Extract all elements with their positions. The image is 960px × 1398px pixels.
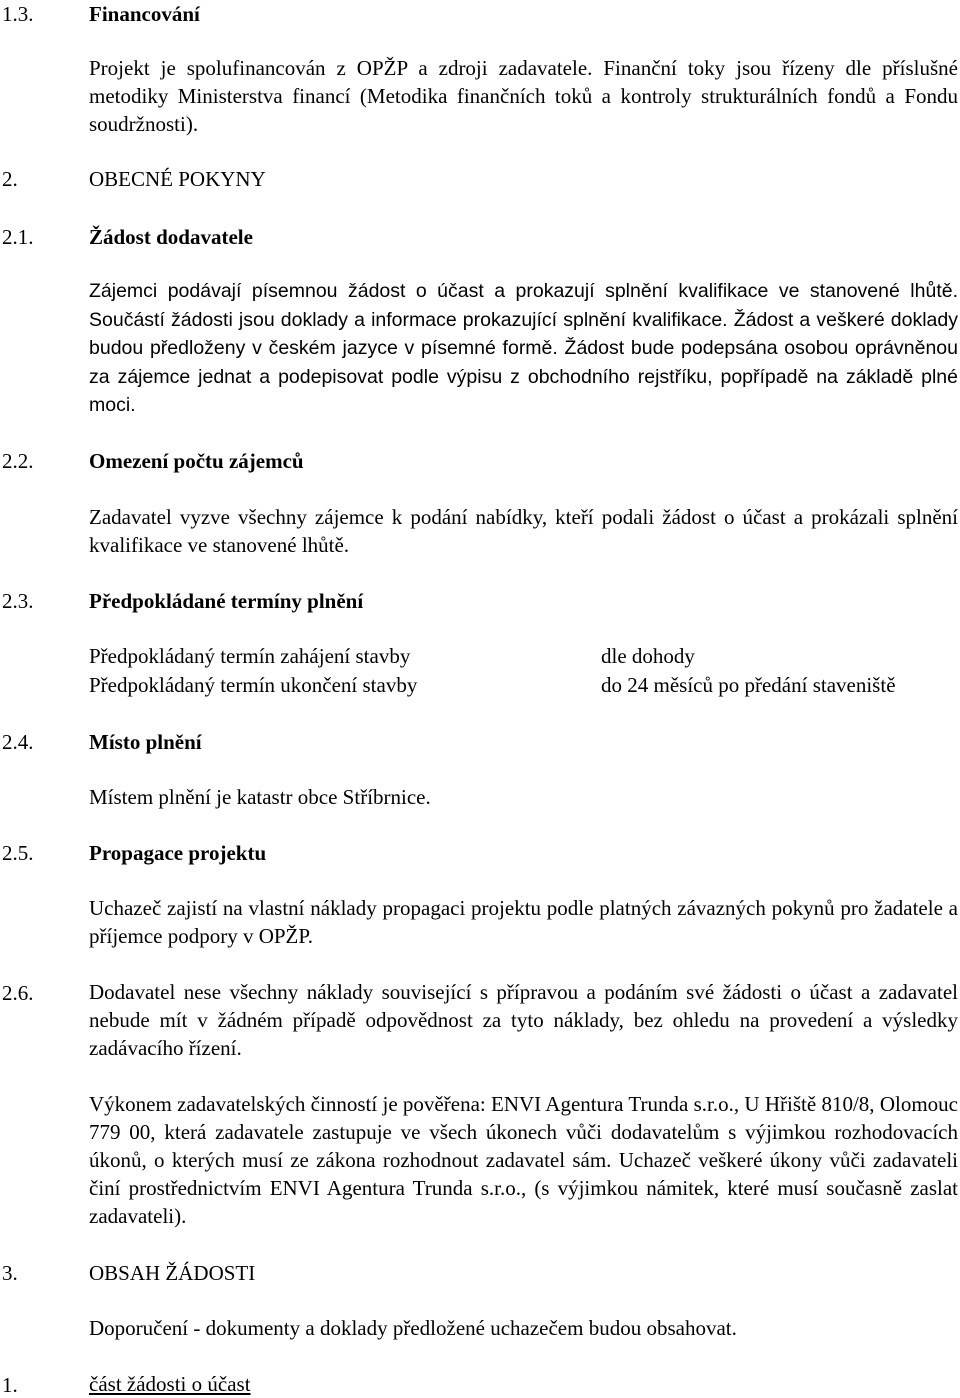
section-heading-propagace: Propagace projektu <box>89 841 267 865</box>
section-number: 1.3. <box>2 2 34 26</box>
section-number: 2.6. <box>2 981 34 1005</box>
section-number: 2.5. <box>2 841 34 865</box>
term-label-start: Předpokládaný termín zahájení stavby <box>89 644 411 668</box>
section-heading-obsah-zadosti: OBSAH ŽÁDOSTI <box>89 1261 256 1285</box>
list-item-cast-zadosti: část žádosti o účast <box>89 1372 251 1396</box>
paragraph-omezeni-poctu: Zadavatel vyzve všechny zájemce k podání nabídky, kteří podali žádost o účast a prokázali splnění kvalifikace ve stanovené lhůtě. <box>89 505 958 557</box>
section-number: 2.1. <box>2 225 34 249</box>
section-number: 3. <box>2 1261 18 1285</box>
paragraph-misto-plneni: Místem plnění je katastr obce Stříbrnice. <box>89 785 431 809</box>
term-label-end: Předpokládaný termín ukončení stavby <box>89 673 418 697</box>
section-heading-zadost-dodavatele: Žádost dodavatele <box>89 225 253 249</box>
paragraph-naklady: Dodavatel nese všechny náklady související s přípravou a podáním své žádosti o účast a zadavatel nebude mít v žádném případě odpovědnost za tyto náklady, bez ohledu na provedení a výsledky zadávacího řízení. <box>89 980 958 1060</box>
section-heading-obecne-pokyny: OBECNÉ POKYNY <box>89 167 266 191</box>
section-number: 2.2. <box>2 449 34 473</box>
section-heading-financovani: Financování <box>89 2 200 26</box>
paragraph-propagace: Uchazeč zajistí na vlastní náklady propagaci projektu podle platných závazných pokynů pro žadatele a příjemce podpory v OPŽP. <box>89 896 958 948</box>
section-number: 2. <box>2 167 18 191</box>
list-item-number: 1. <box>2 1373 18 1397</box>
section-heading-terminy-plneni: Předpokládané termíny plnění <box>89 589 364 613</box>
paragraph-zastoupeni: Výkonem zadavatelských činností je pověřena: ENVI Agentura Trunda s.r.o., U Hřiště 810/8, Olomouc 779 00, která zadavatele zastupuje ve všech úkonech vůči dodavatelům s výjimkou rozhodovacích úkonů, o kterých musí ze zákona rozhodnout zadavatel sám. Uchazeč veškeré úkony vůči zadavateli činí prostřednictvím ENVI Agentura Trunda s.r.o., (s výjimkou námitek, které musí současně zaslat zadavateli). <box>89 1092 958 1228</box>
section-number: 2.4. <box>2 730 34 754</box>
term-value-start: dle dohody <box>601 644 695 668</box>
section-heading-omezeni-poctu: Omezení počtu zájemců <box>89 449 304 473</box>
term-value-end: do 24 měsíců po předání staveniště <box>601 673 896 697</box>
section-heading-misto-plneni: Místo plnění <box>89 730 202 754</box>
section-number: 2.3. <box>2 589 34 613</box>
paragraph-obsah-zadosti: Doporučení - dokumenty a doklady předložené uchazečem budou obsahovat. <box>89 1316 737 1340</box>
paragraph-zadost-dodavatele: Zájemci podávají písemnou žádost o účast a prokazují splnění kvalifikace ve stanovené lhůtě. Součástí žádosti jsou doklady a informace prokazující splnění kvalifikace. Žádost a veškeré doklady budou předloženy v českém jazyce v písemné formě. Žádost bude podepsána osobou oprávněnou za zájemce jednat a podepisovat podle výpisu z obchodního rejstříku, popřípadě na základě plné moci. <box>89 280 958 417</box>
paragraph-financovani: Projekt je spolufinancován z OPŽP a zdroji zadavatele. Finanční toky jsou řízeny dle příslušné metodiky Ministerstva financí (Metodika finančních toků a kontroly strukturálních fondů a Fondu soudržnosti). <box>89 56 958 136</box>
